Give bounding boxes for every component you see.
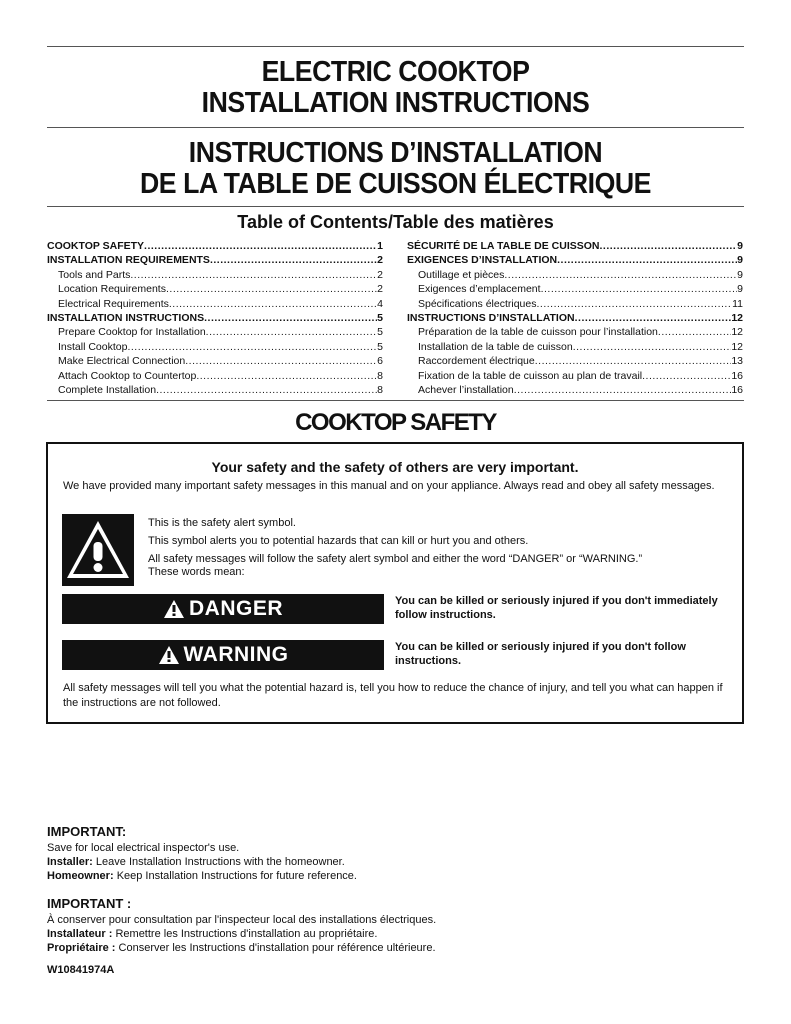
important-line: À conserver pour consultation par l'inspecteur local des installations électriques. xyxy=(47,914,437,926)
toc-leader xyxy=(575,311,732,325)
alert-line: This is the safety alert symbol. xyxy=(148,517,296,529)
toc-entry xyxy=(47,325,383,339)
toc-entry-label: Exigences d’emplacement xyxy=(418,283,541,296)
toc-entry-label: Fixation de la table de cuisson au plan de travail xyxy=(418,369,643,382)
toc-entry-label: Complete Installation xyxy=(58,383,157,396)
toc-leader xyxy=(541,282,738,296)
toc-entry-label: Outillage et pièces xyxy=(418,268,505,281)
toc-entry-page: 12 xyxy=(731,326,743,339)
toc-leader xyxy=(130,268,377,282)
toc-entry xyxy=(47,340,383,354)
toc-leader xyxy=(573,340,732,354)
toc-entry-page: 5 xyxy=(377,326,383,339)
toc-leader xyxy=(557,253,737,267)
toc-entry-page: 9 xyxy=(737,254,743,267)
installer-text: Leave Installation Instructions with the homeowner. xyxy=(95,856,345,868)
toc-bottom-rule xyxy=(47,400,744,401)
toc-entry-page: 9 xyxy=(737,240,743,252)
danger-label-box xyxy=(62,594,384,624)
toc-entry-page: 8 xyxy=(377,369,383,382)
toc-entry-page: 4 xyxy=(377,297,383,310)
toc-entry-label: INSTALLATION INSTRUCTIONS xyxy=(47,311,205,324)
toc-english xyxy=(47,239,383,397)
toc-entry-page: 8 xyxy=(377,383,383,396)
toc-heading: Table of Contents/Table des matières xyxy=(237,212,554,232)
owner-text: Conserver les Instructions d'installation pour référence ultérieure. xyxy=(118,942,436,954)
toc-leader xyxy=(642,369,731,383)
important-line xyxy=(47,941,747,955)
toc-entry xyxy=(407,253,743,267)
toc-entry xyxy=(407,311,743,325)
toc-entry-label: INSTALLATION REQUIREMENTS xyxy=(47,254,210,267)
toc-entry-label: Location Requirements xyxy=(58,283,166,296)
toc-entry-page: 5 xyxy=(377,311,383,324)
toc-leader xyxy=(166,282,377,296)
danger-label: DANGER xyxy=(188,597,283,620)
toc-entry xyxy=(407,354,743,368)
important-line: Save for local electrical inspector's use. xyxy=(47,842,240,854)
toc-entry xyxy=(47,239,383,253)
toc-entry-label: INSTRUCTIONS D’INSTALLATION xyxy=(407,311,575,324)
toc-entry xyxy=(407,325,743,339)
toc-entry xyxy=(407,340,743,354)
toc-entry xyxy=(47,268,383,282)
alert-line: All safety messages will follow the safety alert symbol and either the word “DANGER” or “WARNING.” xyxy=(148,553,643,565)
safety-heading: Your safety and the safety of others are very important. xyxy=(211,459,579,475)
warning-text: You can be killed or seriously injured if you don't follow instructions. xyxy=(395,641,686,667)
title-divider xyxy=(47,127,744,128)
toc-entry-page: 9 xyxy=(737,268,743,281)
title-french-line-1: INSTRUCTIONS D’INSTALLATION xyxy=(188,137,603,169)
document-number: W10841974A xyxy=(47,964,115,976)
toc-leader xyxy=(210,253,377,267)
toc-entry-label: Préparation de la table de cuisson pour l’installation xyxy=(418,326,658,339)
safety-box xyxy=(46,442,744,724)
toc-entry-label: COOKTOP SAFETY xyxy=(47,240,145,252)
toc-leader xyxy=(169,297,377,311)
toc-leader xyxy=(144,239,377,253)
toc-leader xyxy=(504,268,737,282)
title-french-line-2: DE LA TABLE DE CUISSON ÉLECTRIQUE xyxy=(139,168,652,200)
owner-label: Propriétaire : xyxy=(47,942,116,954)
toc-divider xyxy=(47,206,744,207)
toc-entry-page: 6 xyxy=(377,355,383,368)
toc-entry-page: 2 xyxy=(377,283,383,296)
toc-entry-page: 9 xyxy=(737,283,743,296)
toc-entry xyxy=(407,383,743,397)
installer-label: Installer: xyxy=(47,856,93,868)
toc-entry-page: 11 xyxy=(732,297,743,310)
toc-entry-page: 16 xyxy=(731,369,743,382)
toc-entry-page: 12 xyxy=(731,340,743,353)
toc-entry-page: 5 xyxy=(377,340,383,353)
warning-alert-icon xyxy=(158,645,180,665)
toc-entry-page: 13 xyxy=(731,355,743,368)
toc-entry xyxy=(407,369,743,383)
title-french xyxy=(75,138,716,200)
top-rule xyxy=(47,46,744,47)
safety-intro: We have provided many important safety messages in this manual and on your appliance. Always read and obey all safety messages. xyxy=(63,480,715,492)
toc-entry-label: Spécifications électriques xyxy=(418,297,537,310)
toc-entry-page: 16 xyxy=(731,383,743,396)
toc-leader xyxy=(536,297,732,311)
toc-leader xyxy=(600,239,738,253)
installer-label: Installateur : xyxy=(47,928,113,940)
toc-entry-label: Prepare Cooktop for Installation xyxy=(58,326,206,339)
toc-entry-label: Raccordement électrique xyxy=(418,355,535,368)
toc-entry xyxy=(407,297,743,311)
toc-entry xyxy=(47,253,383,267)
toc-entry-label: SÉCURITÉ DE LA TABLE DE CUISSON xyxy=(407,240,600,252)
warning-label: WARNING xyxy=(183,643,289,666)
important-line xyxy=(47,927,747,941)
safety-footer: All safety messages will tell you what the potential hazard is, tell you how to reduce the chance of injury, and tell you what can happen if the instructions are not followed. xyxy=(63,682,723,709)
toc-leader xyxy=(196,369,377,383)
toc-entry xyxy=(47,297,383,311)
title-english-line-1: ELECTRIC COOKTOP xyxy=(261,56,530,88)
important-french xyxy=(47,896,747,955)
toc-entry-label: Electrical Requirements xyxy=(58,297,169,310)
toc-entry xyxy=(47,311,383,325)
toc-french xyxy=(407,239,743,397)
toc-entry xyxy=(47,383,383,397)
toc-leader xyxy=(206,325,377,339)
installer-text: Remettre les Instructions d'installation au propriétaire. xyxy=(115,928,378,940)
toc-entry-page: 2 xyxy=(377,268,383,281)
toc-leader xyxy=(514,383,732,397)
toc-entry-label: EXIGENCES D’INSTALLATION xyxy=(407,254,558,267)
section-title: COOKTOP SAFETY xyxy=(295,409,496,436)
toc-entry-label: Install Cooktop xyxy=(58,340,128,353)
toc-entry-page: 1 xyxy=(377,240,383,252)
danger-alert-icon xyxy=(163,599,185,619)
warning-label-box xyxy=(62,640,384,670)
toc-leader xyxy=(658,325,731,339)
title-english xyxy=(75,57,716,119)
alert-description xyxy=(148,517,728,584)
homeowner-label: Homeowner: xyxy=(47,870,114,882)
toc-entry xyxy=(407,239,743,253)
toc-leader xyxy=(535,354,732,368)
words-mean: These words mean: xyxy=(148,566,245,578)
toc-entry xyxy=(47,369,383,383)
toc-entry-page: 2 xyxy=(377,254,383,267)
important-english xyxy=(47,824,747,883)
toc-entry xyxy=(407,282,743,296)
alert-line: This symbol alerts you to potential hazards that can kill or hurt you and others. xyxy=(148,535,529,547)
toc-entry xyxy=(47,282,383,296)
important-line xyxy=(47,855,747,869)
toc-leader xyxy=(127,340,377,354)
toc-leader xyxy=(156,383,377,397)
toc-entry xyxy=(47,354,383,368)
toc-entry xyxy=(407,268,743,282)
homeowner-text: Keep Installation Instructions for future reference. xyxy=(116,870,357,882)
safety-alert-icon xyxy=(62,514,134,586)
toc-entry-label: Achever l’installation xyxy=(418,383,514,396)
toc-entry-page: 12 xyxy=(731,311,743,324)
toc-entry-label: Attach Cooktop to Countertop xyxy=(58,369,197,382)
important-line xyxy=(47,869,747,883)
danger-text: You can be killed or seriously injured if you don't immediately follow instructions. xyxy=(395,595,718,621)
important-title: IMPORTANT: xyxy=(47,824,127,839)
title-english-line-2: INSTALLATION INSTRUCTIONS xyxy=(201,87,590,119)
toc-leader xyxy=(204,311,377,325)
toc-leader xyxy=(185,354,377,368)
important-title: IMPORTANT : xyxy=(47,896,132,911)
toc-entry-label: Make Electrical Connection xyxy=(58,355,186,368)
toc-entry-label: Installation de la table de cuisson xyxy=(418,340,573,353)
toc-entry-label: Tools and Parts xyxy=(58,268,131,281)
